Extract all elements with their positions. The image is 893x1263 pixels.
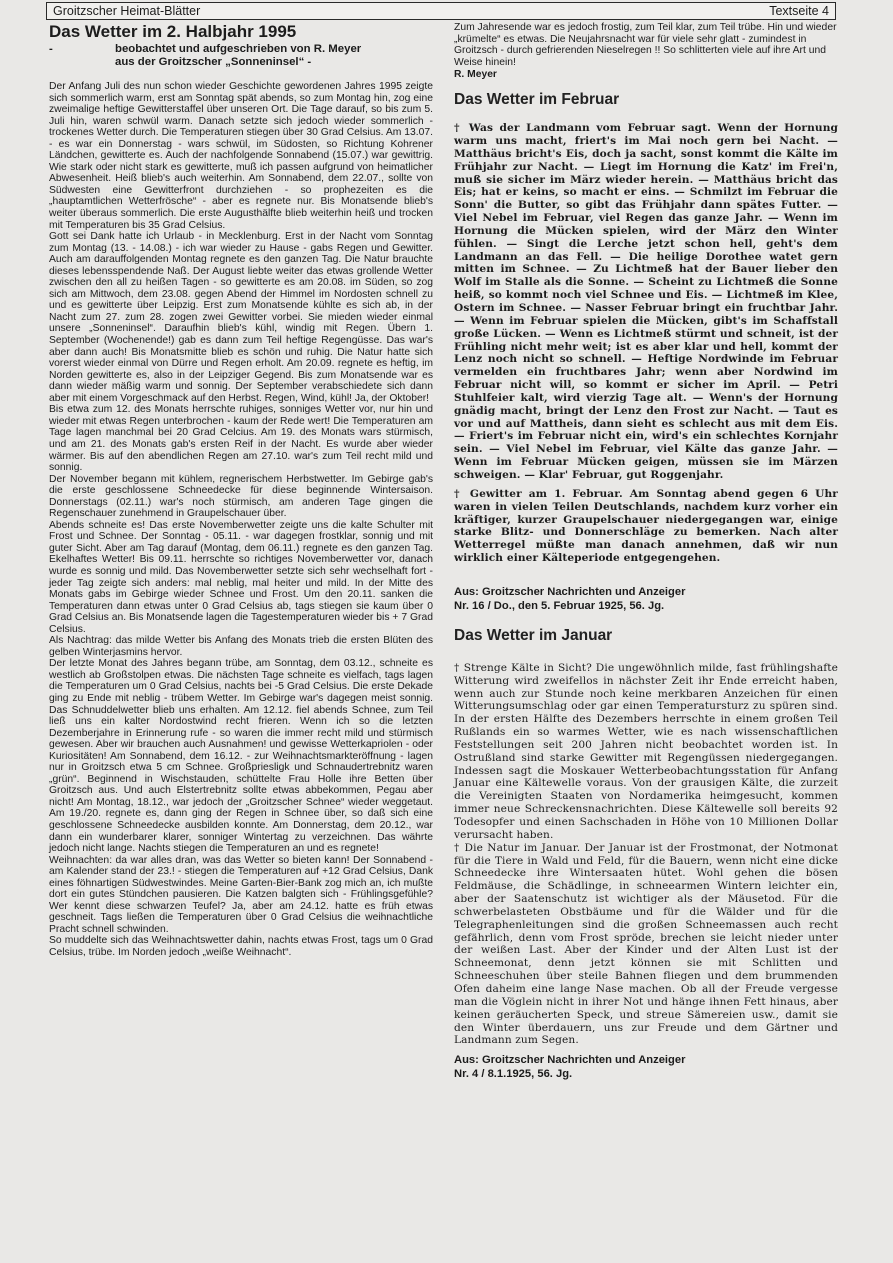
section-title-january: Das Wetter im Januar <box>454 626 613 644</box>
article-byline <box>49 43 433 69</box>
article-author: R. Meyer <box>454 69 497 81</box>
paragraph: Der letzte Monat des Jahres begann trübe, am Sonntag, dem 03.12., schneite es westlich ab Großstolpen etwas. Die nächsten Tage schneite es vielfach, tags lagen die Temperaturen um 0 Grad Celsius, nachts bei -5 Grad Celsius. Die erste Dekade ging zu Ende mit neblig - trübem Wetter. Im Gebirge war's dagegen meist sonnig. Das Schnuddelwetter blieb uns erhalten. Am 12.12. fiel abends Schnee, zum Teil ließ uns ein kalter Nordostwind recht frieren. Wenn ich so die letzten Dezemberjahre in Erinnerung rufe - so waren die immer recht mild und stürmisch gewesen. Aber wir brauchen auch Ausnahmen! und gewisse Wetterkapriolen - oder Kuriositäten! Am Sonnabend, dem 16.12. - zur Weihnachtsmarkteröffnung - lagen nur in Groitzsch etwa 5 cm Schnee. Großpriesligk und Schnaudertrebnitz waren „grün“. Beginnend in Wischstauden, schüttelte Frau Holle ihre Betten über Groitzsch aus. Und auch Elstertrebnitz sollte etwas abbekommen, Pegau aber nicht! Am Montag, 18.12., war jedoch der „Groitzscher Schnee“ wieder weggetaut. Am 19./20. regnete es, dann ging der Regen in Schnee über, so daß sich eine geschlossene Schneedecke ausbilden konnte. Am Donnerstag, dem 20.12., war dann ein wunderbarer klarer, sonniger Wintertag zu verzeichnen. Das währte jedoch nicht lange. Nachts stiegen die Temperaturen an und es regnete! <box>49 658 433 855</box>
paragraph: † Was der Landmann vom Februar sagt. Wenn der Hornung warm uns macht, friert's im Mai noch gern bei Nacht. — Matthäus bricht's Eis, doch ja sacht, sonst kommt die Kälte im Frühjahr zur Nacht. — Liegt im Hornung die Katz' im Frei'n, muß sie sicher im März wieder herein. — Matthäus bricht das Eis; hat er keins, so macht er eins. — Schmilzt im Februar die Sonn' die Butter, so gibt das Frühjahr dann spätes Futter. — Viel Nebel im Februar, viel Regen das ganze Jahr. — Wenn im Hornung die Mücken spielen, wird der März den Winter fühlen. — Singt die Lerche jetzt schon hell, geht's dem Landmann an das Fell. — Die heilige Dorothee watet gern mitten im Schnee. — Zu Lichtmeß hat der Bauer lieber den Wolf im Stalle als die Sonne. — Scheint zu Lichtmeß die Sonne heiß, so kommt noch viel Schnee und Eis. — Lichtmeß im Klee, Ostern im Schnee. — Nasser Februar bringt ein fruchtbar Jahr. — Wenn im Februar spielen die Mücken, gibt's im Schaffstall große Lücken. — Wenn es Lichtmeß stürmt und schneit, ist der Frühling nicht mehr weit; ist es aber klar und hell, kommt der Lenz noch nicht so schnell. — Heftige Nordwinde im Februar vermelden ein fruchtbares Jahr; wenn aber Nordwind im Februar nicht will, so kommt er sicher im April. — Petri Stuhlfeier kalt, wird vierzig Tage alt. — Wenn's der Hornung gnädig macht, bringt der Lenz den Frost zur Nacht. — Taut es vor und auf Mattheis, dann sieht es schlecht aus mit dem Eis. — Friert's im Februar nicht ein, wird's ein schlechtes Kornjahr sein. — Viel Nebel im Februar, viel Kälte das ganze Jahr. — Wenn im Februar Mücken geigen, müssen sie im Märzen schweigen. — Klar' Februar, gut Roggenjahr. <box>454 122 838 481</box>
january-source <box>454 1053 838 1081</box>
february-source <box>454 585 838 613</box>
right-column <box>454 22 838 1081</box>
page-number-label: Textseite 4 <box>769 4 829 18</box>
paragraph: Bis etwa zum 12. des Monats herrschte ruhiges, sonniges Wetter vor, nur hin und wieder mit etwas Regen unterbrochen - kaum der Rede wert! Die Temperaturen am Tage lagen manchmal bei 20 Grad Celcius. Am 19. des Monats wars stürmisch, und am 21. des Monats gab's ersten Reif in der Nacht. Es wurde aber wieder wärmer. Bis auf den abendlichen Regen am 27.10. war's zum Teil recht mild und sonnig. <box>49 404 433 474</box>
source-line: Nr. 16 / Do., den 5. Februar 1925, 56. Jg. <box>454 599 665 612</box>
byline-dash: - <box>49 43 53 55</box>
article-continuation <box>454 22 838 68</box>
paragraph: Abends schneite es! Das erste Novemberwetter zeigte uns die kalte Schulter mit Frost und Schnee. Der Sonntag - 05.11. - war dagegen frostklar, sonnig und mit guter Sicht. Aber am Tag darauf (Montag, dem 06.11.) regnete es den ganzen Tag. Ekelhaftes Wetter! Bis 09.11. herrschte so richtiges Novemberwetter vor, danach wurde es sonnig und mild. Das Novemberwetter setzte sich sehr wechselhaft fort - jeder Tag zeigte sich anders: mal neblig, mal heiter und mild. In der Mitte des Monats gabs im Gebirge wieder Schnee und Frost. Um den 20.11. sanken die Temperaturen dann etwas unter 0 Grad Celsius ab, tags stiegen sie kaum über 0 Grad Celsius an. Bis Monatsende lagen die Tagestemperaturen wieder bis + 7 Grad Celsius. <box>49 519 433 635</box>
february-body <box>454 122 838 565</box>
byline-line-1: beobachtet und aufgeschrieben von R. Meyer <box>115 43 362 55</box>
source-line: Nr. 4 / 8.1.1925, 56. Jg. <box>454 1068 573 1081</box>
publication-name: Groitzscher Heimat-Blätter <box>53 4 201 18</box>
january-body <box>454 662 838 1047</box>
paragraph: † Gewitter am 1. Februar. Am Sonntag abend gegen 6 Uhr waren in vielen Teilen Deutschlands, nachdem kurz vorher ein kräftiger, kurzer Graupelschauer niedergegangen war, einige starke Blitz- und Donnerschläge zu bemerken. Nach alter Wetterregel müßte man danach annehmen, daß wir nun wirklich einer Kälteperiode entgegengehen. <box>454 487 838 565</box>
section-title-february: Das Wetter im Februar <box>454 91 620 109</box>
paragraph: Gott sei Dank hatte ich Urlaub - in Mecklenburg. Erst in der Nacht vom Sonntag zum Montag (13. - 14.08.) - ich war wieder zu Hause - gabs Regen und Gewitter. Auch am darauffolgenden Montag regnete es den ganzen Tag. Die Natur brauchte dieses lebensspendende Naß. Der August liebte weiter das etwas grollende Wetter zwischen den all zu heißen Tagen - so gewitterte es am 20.08. im Süden, so zog sich am Mittwoch, dem 23.08. gegen Abend der Himmel im Nordosten schnell zu und es gewitterte über Leipzig. Erst zum Monatsende kühlte es sich ab, in der Nacht zum 27. zum 28. zogen zwei Gewitter vorbei. Sie mieden wieder einmal unsere „Sonneninsel“. Daraufhin blieb's kühl, windig mit Regen. Übern 1. September (Wochenende!) gab es dann zum Teil heftige Regengüsse. Das war's aber dann auch! Bis Monatsmitte blieb es schön und ruhig. Die Natur hatte sich vorerst wieder einmal von Dürre und Regen erholt. Am 20.09. regnete es heftig, im Norden gewitterte es, also in der Leipziger Gegend. Bis zum Monatsende war es dann wieder mäßig warm und sonnig. Der September verabschiedete sich dann aber mit einem Vorgeschmack auf den Herbst. Regen, Wind, kühl! Ja, der Oktober! <box>49 231 433 404</box>
article-body <box>49 81 433 959</box>
byline-line-2: aus der Groitzscher „Sonneninsel“ - <box>115 56 312 68</box>
paragraph: Der Anfang Juli des nun schon wieder Geschichte gewordenen Jahres 1995 zeigte sich sommerlich warm, erst am Sonntag spät abends, so zum Montag hin, zog eine zweimalige heftige Gewitterstaffel über unseren Ort. Die Tage darauf, so bis zum 5. Juli hin, waren schwül warm. Danach setzte sich jedoch wieder sommerlich - trockenes Wetter durch. Die Temperaturen stiegen über 30 Grad Celsius. Am 13.07. - es war ein Donnerstag - wars schwül, im Südosten, so Richtung Kohrener Ländchen, gewitterte es. Auch der nachfolgende Sonnabend (15.07.) war gewittrig. Wie stark oder nicht stark es gewitterte, muß ich passen aufgrund von heimatlicher Abwesenheit. Heiß blieb's auch weiterhin. Am Sonnabend, dem 22.07., sollte von Südwesten eine Gewitterfront durchziehen - so prophezeiten es die „hauptamtlichen Wetterfrösche“ - aber es regnete nur. Bis Monatsende blieb's weiter überaus sommerlich. Die erste Augusthälfte blieb weiterhin heiß und trocken mit Temperaturen bis 35 Grad Celsius. <box>49 81 433 231</box>
paragraph: Der November begann mit kühlem, regnerischem Herbstwetter. Im Gebirge gab's die erste geschlossene Schneedecke für diese beginnende Wintersaison. Donnerstags (02.11.) war's noch stürmisch, am anderen Tage gingen die Regenschauer zunehmend in Graupelschauer über. <box>49 473 433 520</box>
paragraph: Als Nachtrag: das milde Wetter bis Anfang des Monats trieb die ersten Blüten des gelben Winterjasmins hervor. <box>49 635 433 658</box>
left-column <box>49 22 433 959</box>
paragraph: † Strenge Kälte in Sicht? Die ungewöhnlich milde, fast frühlingshafte Witterung wird zweifellos in nächster Zeit ihr Ende erreicht haben, wenn auch zur Stunde noch keine merkbaren Anzeichen für einen Witterungsumschlag oder gar einen Temperatursturz zu spüren sind. In der ersten Hälfte des Dezembers herrschte in einem großen Teil Rußlands ein so warmes Wetter, wie es nach wissenschaftlichen Feststellungen seit 200 Jahren nicht beobachtet worden ist. In Ostrußland sind starke Gewitter mit Regengüssen niedergegangen. Indessen sagt die Moskauer Wetterbeobachtungsstation für Anfang Januar eine Kältewelle voraus. Von der grausigen Kälte, die zurzeit die Vereinigten Staaten von Nordamerika heimgesucht, kommen immer neue Schreckensnachrichten. Diese Kältewelle soll bereits 92 Todesopfer und einen Sachschaden in Höhe von 10 Millionen Dollar verursacht haben. <box>454 661 838 841</box>
paragraph: Weihnachten: da war alles dran, was das Wetter so bieten kann! Der Sonnabend - am Kalender stand der 23.! - stiegen die Temperaturen auf +12 Grad Celsius, Dank eines föhnartigen Südwestwindes. Meine Garten-Bier-Bank zog mich an, ich mußte dort ein gutes Stündchen pausieren. Die Katzen balgten sich - Frühlingsgefühle? Wer kennt diese schwarzen Teufel? Ja, aber am 24.12. hatte es früh etwas geschneit. Tags ließen die Temperaturen über 0 Grad Celsius die weihnachtliche Pracht schnell schwinden. <box>49 854 433 935</box>
paragraph: † Die Natur im Januar. Der Januar ist der Frostmonat, der Notmonat für die Tiere in Wald und Feld, für die Bauern, wenn nicht eine dicke Schneedecke ihre Wintersaaten hütet. Wohl gehen die bösen Feldmäuse, die Schädlinge, in schneearmen Wintern leichter ein, aber der Saatenschutz ist wichtiger als der Mäusetod. Für die schwerbelasteten Obstbäume und für die Wälder und für die Telegraphenleitungen sind die großen Schneemassen auch recht gefährlich, denn vom Frost spröde, brechen sie leicht nieder unter der weißen Last. Aber der Kinder und der Alten Lust ist der Schneemonat, denn jetzt können sie mit Schlitten und Schneeschuhen über steile Bahnen fliegen und dem brummenden Ofen daheim eine lange Nase machen. Ob all der Freude vergesse man die Vöglein nicht in ihrer Not und hänge ihnen Fett hinaus, aber keinen geräucherten Speck, und streue Sämereien usw., damit sie den Winter überdauern, uns zur Freude und dem Gärtner und Landmann zum Segen. <box>454 841 838 1047</box>
paragraph: So muddelte sich das Weihnachtswetter dahin, nachts etwas Frost, tags um 0 Grad Celsius, trübe. Im Norden jedoch „weiße Weihnacht“. <box>49 935 433 959</box>
paragraph: Zum Jahresende war es jedoch frostig, zum Teil klar, zum Teil trübe. Hin und wieder „krümelte“ es etwas. Die Neujahrsnacht war für viele sehr glatt - zumindest in Groitzsch - durch gefrierenden Nieselregen !! So schlitterten viele auf ihre Art und Weise hinein! <box>454 22 837 68</box>
article-title: Das Wetter im 2. Halbjahr 1995 <box>49 22 297 41</box>
newsletter-page <box>46 0 838 1263</box>
page-header <box>46 2 836 20</box>
source-line: Aus: Groitzscher Nachrichten und Anzeiger <box>454 1054 686 1067</box>
source-line: Aus: Groitzscher Nachrichten und Anzeiger <box>454 585 686 598</box>
